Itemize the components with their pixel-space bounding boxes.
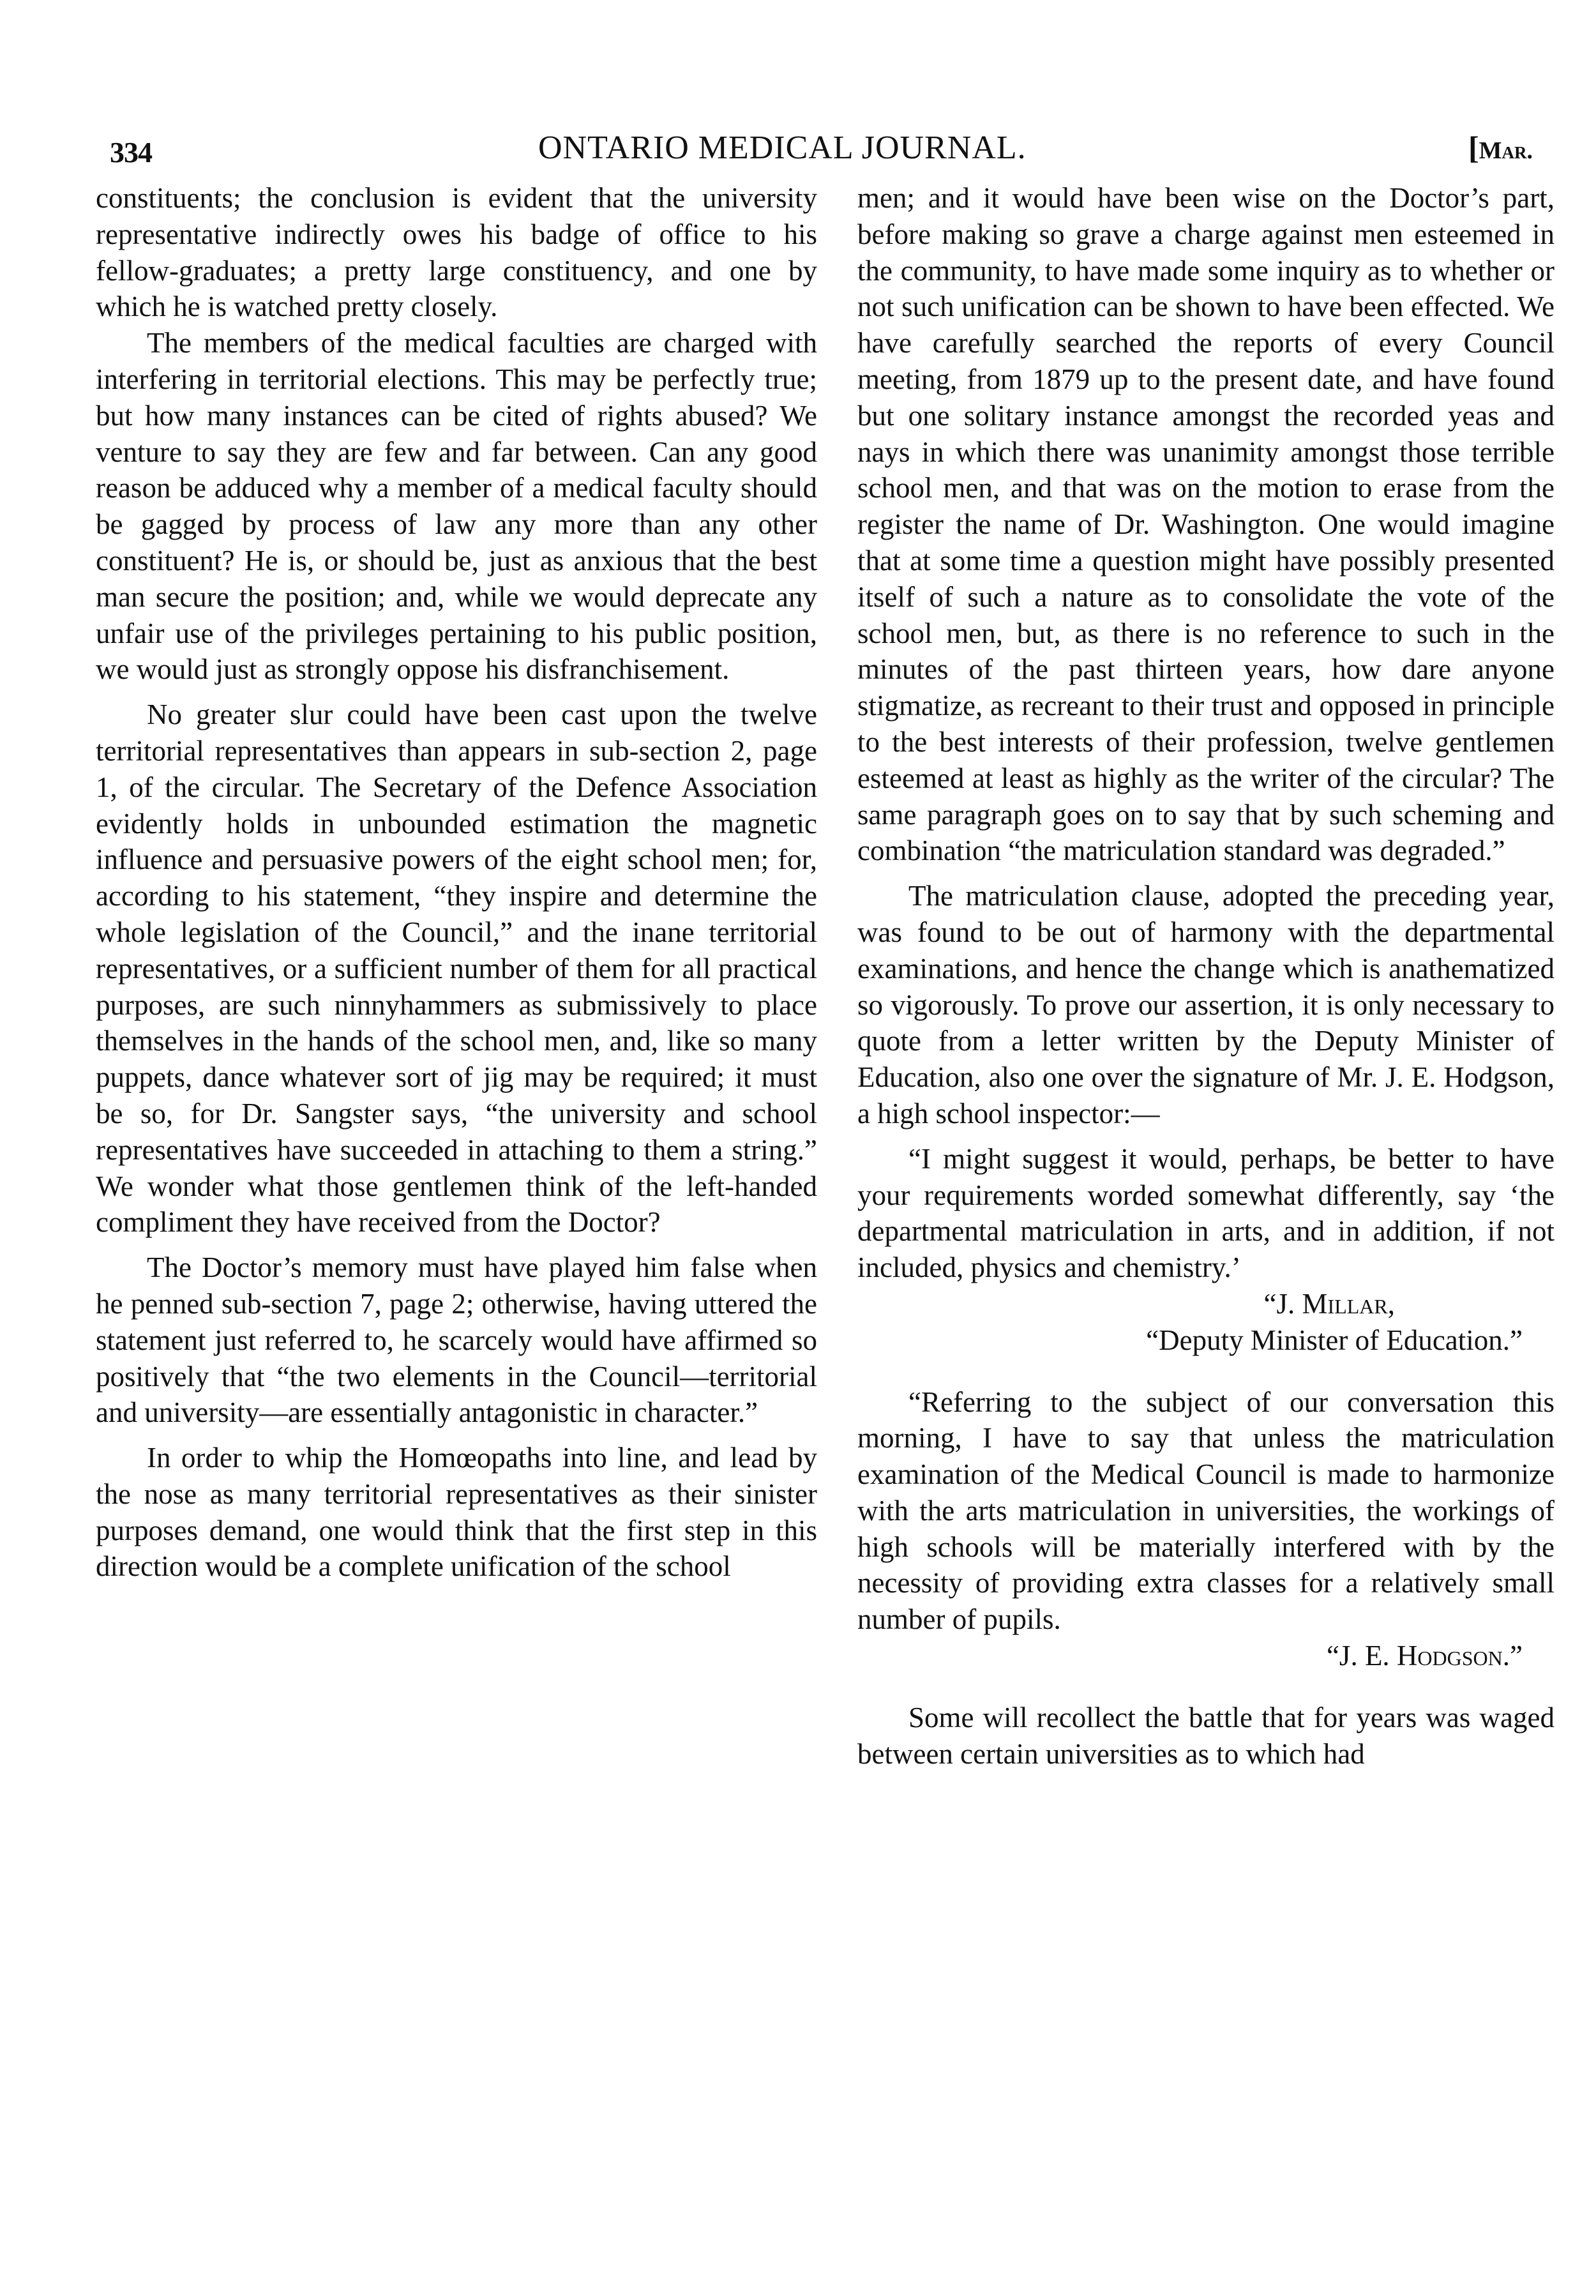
quoted-letter-hodgson: “Referring to the subject of our conversation this morning, I have to say that unless the matriculation examination of the Medical Council is made to harmonize with the arts matriculation in universities, the workings of high schools will be materially interfered with by the necessity of providing extra classes for a relatively small number of pupils. <box>857 1386 1555 1636</box>
issue-month-label: Mar. <box>1479 137 1533 164</box>
page-number: 334 <box>110 136 152 169</box>
journal-title: ONTARIO MEDICAL JOURNAL. <box>538 130 1027 166</box>
paragraph: In order to whip the Homœopaths into line, and lead by the nose as many territorial representatives as their sinister purposes demand, one would think that the first step in this direction would be a complete unification of the school <box>96 1442 817 1583</box>
paragraph: Some will recollect the battle that for years was waged between certain universities as to which had <box>857 1701 1555 1770</box>
paragraph: No greater slur could have been cast upon the twelve territorial representatives than appears in sub-section 2, page 1, of the circular. The Secretary of the Defence Association evidently holds in unbounded estimation the magnetic influence and persuasive powers of the eight school men; for, according to his statement, “they inspire and determine the whole legislation of the Council,” and the inane territorial representatives, or a sufficient number of them for all practical purposes, are such ninnyhammers as submissively to place themselves in the hands of the school men, and, like so many puppets, dance whatever sort of jig may be required; it must be so, for Dr. Sangster says, “the university and school representatives have succeeded in attaching to them a string.” We wonder what those gentlemen think of the left-handed compliment they have received from the Doctor? <box>96 699 817 1239</box>
left-column <box>96 180 817 1585</box>
running-head <box>0 125 1596 170</box>
signature-millar-name: “J. Millar, <box>1263 1287 1395 1320</box>
paragraph: The members of the medical faculties are charged with interfering in territorial elections. This may be perfectly true; but how many instances can be cited of rights abused? We venture to say they are few and far between. Can any good reason be adduced why a member of a medical faculty should be gagged by process of law any more than any other constituent? He is, or should be, just as anxious that the best man secure the position; and, while we would deprecate any unfair use of the privileges pertaining to his public position, we would just as strongly oppose his disfranchisement. <box>96 327 817 686</box>
paragraph: The matriculation clause, adopted the preceding year, was found to be out of harmony with the departmental examinations, and hence the change which is anathematized so vigorously. To prove our assertion, it is only necessary to quote from a letter written by the Deputy Minister of Education, also one over the signature of Mr. J. E. Hodgson, a high school inspector:— <box>857 880 1555 1129</box>
right-column <box>857 180 1555 1772</box>
issue-month-bracket: [ <box>1468 130 1479 165</box>
signature-millar-title: “Deputy Minister of Education.” <box>1146 1324 1523 1356</box>
paragraph: men; and it would have been wise on the Doctor’s part, before making so grave a charge against men esteemed in the community, to have made some inquiry as to whether or not such unification can be shown to have been effected. We have carefully searched the reports of every Council meeting, from 1879 up to the present date, and have found but one solitary instance amongst the recorded yeas and nays in which there was unanimity amongst those terrible school men, and that was on the motion to erase from the register the name of Dr. Washington. One would imagine that at some time a question might have possibly presented itself of such a nature as to consolidate the vote of the school men, but, as there is no reference to such in the minutes of the past thirteen years, how dare anyone stigmatize, as recreant to their trust and opposed in principle to the best interests of their profession, twelve gentlemen esteemed at least as highly as the writer of the circular? The same paragraph goes on to say that by such scheming and combination “the matriculation standard was degraded.” <box>857 182 1555 867</box>
signature-hodgson-name: “J. E. Hodgson.” <box>1326 1640 1523 1672</box>
issue-month <box>1468 129 1533 166</box>
quoted-letter-millar: “I might suggest it would, perhaps, be better to have your requirements worded somewhat differently, say ‘the departmental matriculation in arts, and in addition, if not included, physics and chemistry.’ <box>857 1142 1555 1284</box>
paragraph: constituents; the conclusion is evident that the university representative indirectly owes his badge of office to his fellow-graduates; a pretty large constituency, and one by which he is watched pretty closely. <box>96 182 817 323</box>
paragraph: The Doctor’s memory must have played him false when he penned sub-section 7, page 2; otherwise, having uttered the statement just referred to, he scarcely would have affirmed so positively that “the two elements in the Council—territorial and university—are essentially antagonistic in character.” <box>96 1251 817 1429</box>
